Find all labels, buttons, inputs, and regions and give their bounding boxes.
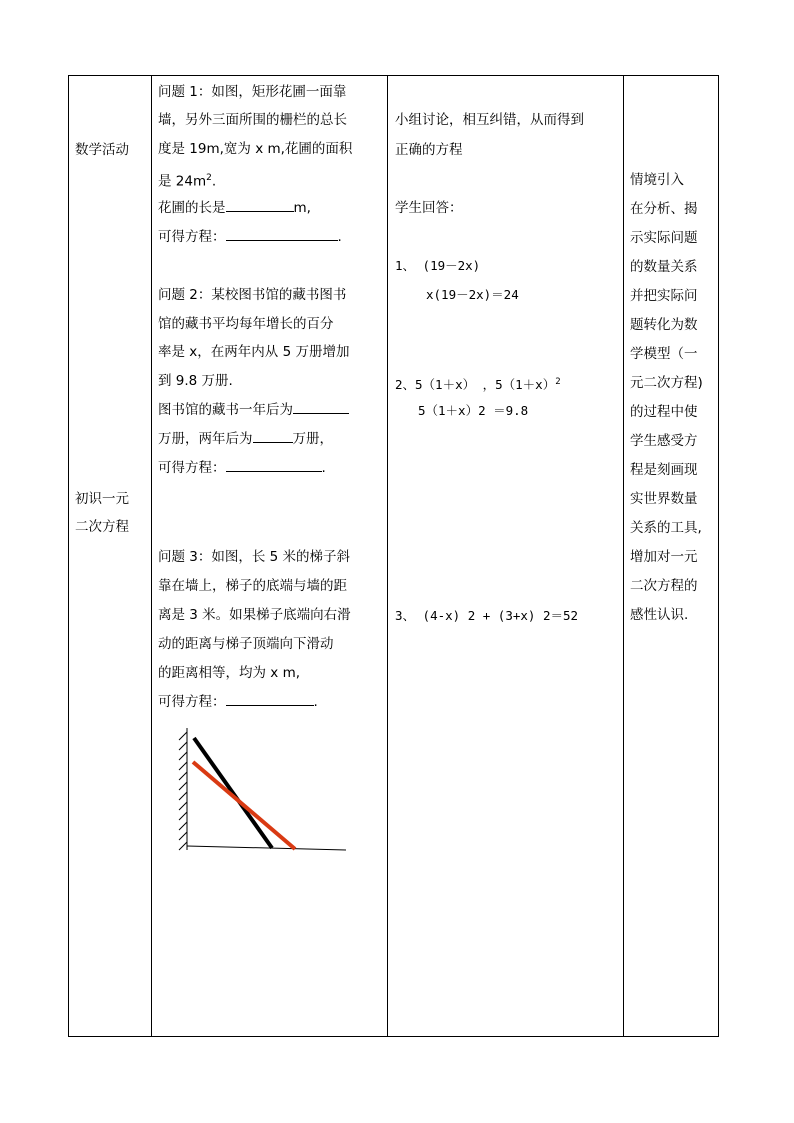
q1-line2: 墙，另外三面所围的栅栏的总长: [158, 112, 347, 128]
intent-column: [630, 166, 720, 630]
q3-line6: [158, 690, 318, 714]
q3-line2: 靠在墙上，梯子的底端与墙的距: [158, 578, 347, 594]
discussion-line1: 小组讨论，相互纠错，从而得到: [395, 112, 584, 128]
intent-line: 题转化为数: [630, 317, 698, 333]
q1-line5: [158, 196, 311, 220]
q2-line6: [158, 427, 333, 451]
ladder-figure: [176, 726, 352, 856]
q1-line3: 度是 19m,宽为 x m,花圃的面积: [158, 141, 353, 157]
q2-line5: [158, 398, 349, 422]
q1-equation-end: .: [337, 229, 342, 245]
q1-line4-sup: 2: [206, 173, 212, 183]
q1-length-blank: [226, 197, 294, 212]
q1-equation-label: 可得方程：: [158, 229, 226, 245]
intent-line: 在分析、揭: [630, 201, 698, 217]
q3-line1: 问题 3：如图，长 5 米的梯子斜: [158, 549, 351, 565]
q3-line4: 动的距离与梯子顶端向下滑动: [158, 636, 334, 652]
q2-two-year-label: 万册，两年后为: [158, 431, 253, 447]
ground-line: [187, 846, 346, 850]
q2-line3: 率是 x，在两年内从 5 万册增加: [158, 344, 350, 360]
intent-line: 示实际问题: [630, 230, 698, 246]
answer2-line1-text: 2、5（1＋x） ，5（1＋x）: [395, 377, 556, 393]
q1-line6: [158, 225, 342, 249]
section-label-line2: 二次方程: [75, 519, 129, 535]
intent-line: 学模型（一: [630, 346, 698, 362]
student-answer-label: 学生回答：: [395, 200, 463, 216]
table-border-left: [68, 75, 69, 1037]
q1-line4-text: 是 24m: [158, 173, 207, 190]
q3-equation-end: .: [313, 694, 318, 710]
intent-line: 的数量关系: [630, 259, 698, 275]
q1-length-label: 花圃的长是: [158, 200, 226, 216]
wall-hatching: [179, 728, 187, 850]
q1-line4: [158, 166, 216, 194]
table-divider-2: [387, 75, 388, 1037]
answer2-line1: [395, 370, 561, 397]
intent-line: 元二次方程): [630, 375, 703, 391]
q3-equation-blank: [226, 691, 314, 706]
ladder-before: [194, 738, 272, 848]
q1-length-unit: m,: [293, 200, 311, 216]
q2-two-year-blank: [253, 428, 293, 443]
intent-line: 二次方程的: [630, 578, 698, 594]
answer2-line2: 5（1＋x）2 ＝9.8: [418, 403, 529, 418]
activity-label: 数学活动: [75, 142, 129, 158]
intent-line: 并把实际问: [630, 288, 698, 304]
q1-line4-post: .: [211, 173, 217, 190]
q2-one-year-blank: [293, 399, 349, 414]
answer1-line1: 1、 (19－2x): [395, 258, 481, 273]
q1-equation-blank: [226, 226, 338, 241]
table-divider-3: [623, 75, 624, 1037]
q2-equation-end: .: [321, 460, 326, 476]
q2-equation-blank: [226, 457, 322, 472]
intent-line: 情境引入: [630, 172, 684, 188]
table-border-bottom: [68, 1036, 719, 1037]
q3-line5: 的距离相等，均为 x m,: [158, 665, 301, 681]
ladder-after: [193, 762, 295, 849]
q2-line2: 馆的藏书平均每年增长的百分: [158, 316, 334, 332]
intent-line: 增加对一元: [630, 549, 698, 565]
intent-line: 程是刻画现: [630, 462, 698, 478]
q2-one-year-label: 图书馆的藏书一年后为: [158, 402, 293, 418]
q2-line4: 到 9.8 万册.: [158, 373, 233, 389]
table-border-top: [68, 75, 719, 76]
answer3-line1: 3、 (4-x) 2 + (3+x) 2＝52: [395, 608, 579, 623]
intent-line: 的过程中使: [630, 404, 698, 420]
q2-line7: [158, 456, 326, 480]
table-divider-1: [151, 75, 152, 1037]
intent-line: 实世界数量: [630, 491, 698, 507]
discussion-line2: 正确的方程: [395, 142, 463, 158]
intent-line: 关系的工具,: [630, 520, 702, 536]
intent-line: 学生感受方: [630, 433, 698, 449]
q2-equation-label: 可得方程：: [158, 460, 226, 476]
section-label-line1: 初识一元: [75, 491, 129, 507]
q3-equation-label: 可得方程：: [158, 694, 226, 710]
answer1-line2: x(19－2x)＝24: [426, 287, 519, 302]
answer2-line1-sup: 2: [555, 377, 561, 387]
intent-line: 感性认识.: [630, 607, 689, 623]
q3-line3: 离是 3 米。如果梯子底端向右滑: [158, 607, 351, 623]
q2-two-year-unit: 万册，: [292, 431, 333, 447]
q2-line1: 问题 2：某校图书馆的藏书图书: [158, 287, 347, 303]
q1-line1: 问题 1：如图，矩形花圃一面靠: [158, 84, 347, 100]
